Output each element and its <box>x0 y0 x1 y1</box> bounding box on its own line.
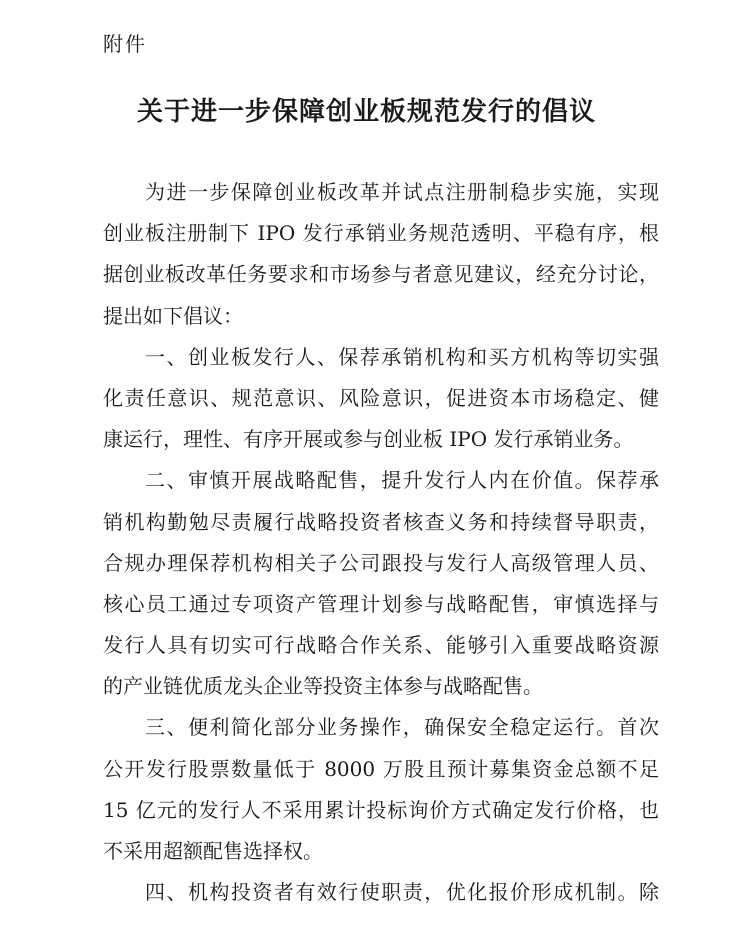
paragraph-line: 四、机构投资者有效行使职责，优化报价形成机制。除 <box>145 880 659 905</box>
paragraph-line: 康运行，理性、有序开展或参与创业板 IPO 发行承销业务。 <box>103 427 634 452</box>
paragraph-line: 的产业链优质龙头企业等投资主体参与战略配售。 <box>103 674 543 699</box>
document-title: 关于进一步保障创业板规范发行的倡议 <box>136 97 596 127</box>
paragraph-line: 不采用超额配售选择权。 <box>103 839 323 863</box>
attachment-label: 附件 <box>103 32 147 56</box>
paragraph-line: 创业板注册制下 IPO 发行承销业务规范透明、平稳有序，根 <box>103 221 659 246</box>
paragraph-line: 为进一步保障创业板改革并试点注册制稳步实施，实现 <box>145 180 659 204</box>
paragraph-line: 公开发行股票数量低于 8000 万股且预计募集资金总额不足 <box>103 756 659 781</box>
paragraph-line: 发行人具有切实可行战略合作关系、能够引入重要战略资源 <box>103 633 659 658</box>
paragraph-line: 二、审慎开展战略配售，提升发行人内在价值。保荐承 <box>145 468 659 493</box>
paragraph-line: 合规办理保荐机构相关子公司跟投与发行人高级管理人员、 <box>103 550 659 575</box>
paragraph-line: 化责任意识、规范意识、风险意识，促进资本市场稳定、健 <box>103 385 659 410</box>
paragraph-line: 销机构勤勉尽责履行战略投资者核查义务和持续督导职责， <box>103 509 659 534</box>
paragraph-line: 三、便利简化部分业务操作，确保安全稳定运行。首次 <box>145 715 659 740</box>
paragraph-line: 核心员工通过专项资产管理计划参与战略配售，审慎选择与 <box>103 591 659 616</box>
paragraph-line: 15 亿元的发行人不采用累计投标询价方式确定发行价格，也 <box>103 797 659 822</box>
paragraph-line: 一、创业板发行人、保荐承销机构和买方机构等切实强 <box>145 344 659 369</box>
paragraph-line: 提出如下倡议： <box>103 303 243 328</box>
paragraph-line: 据创业板改革任务要求和市场参与者意见建议，经充分讨论， <box>103 262 659 287</box>
document-body <box>103 172 659 913</box>
